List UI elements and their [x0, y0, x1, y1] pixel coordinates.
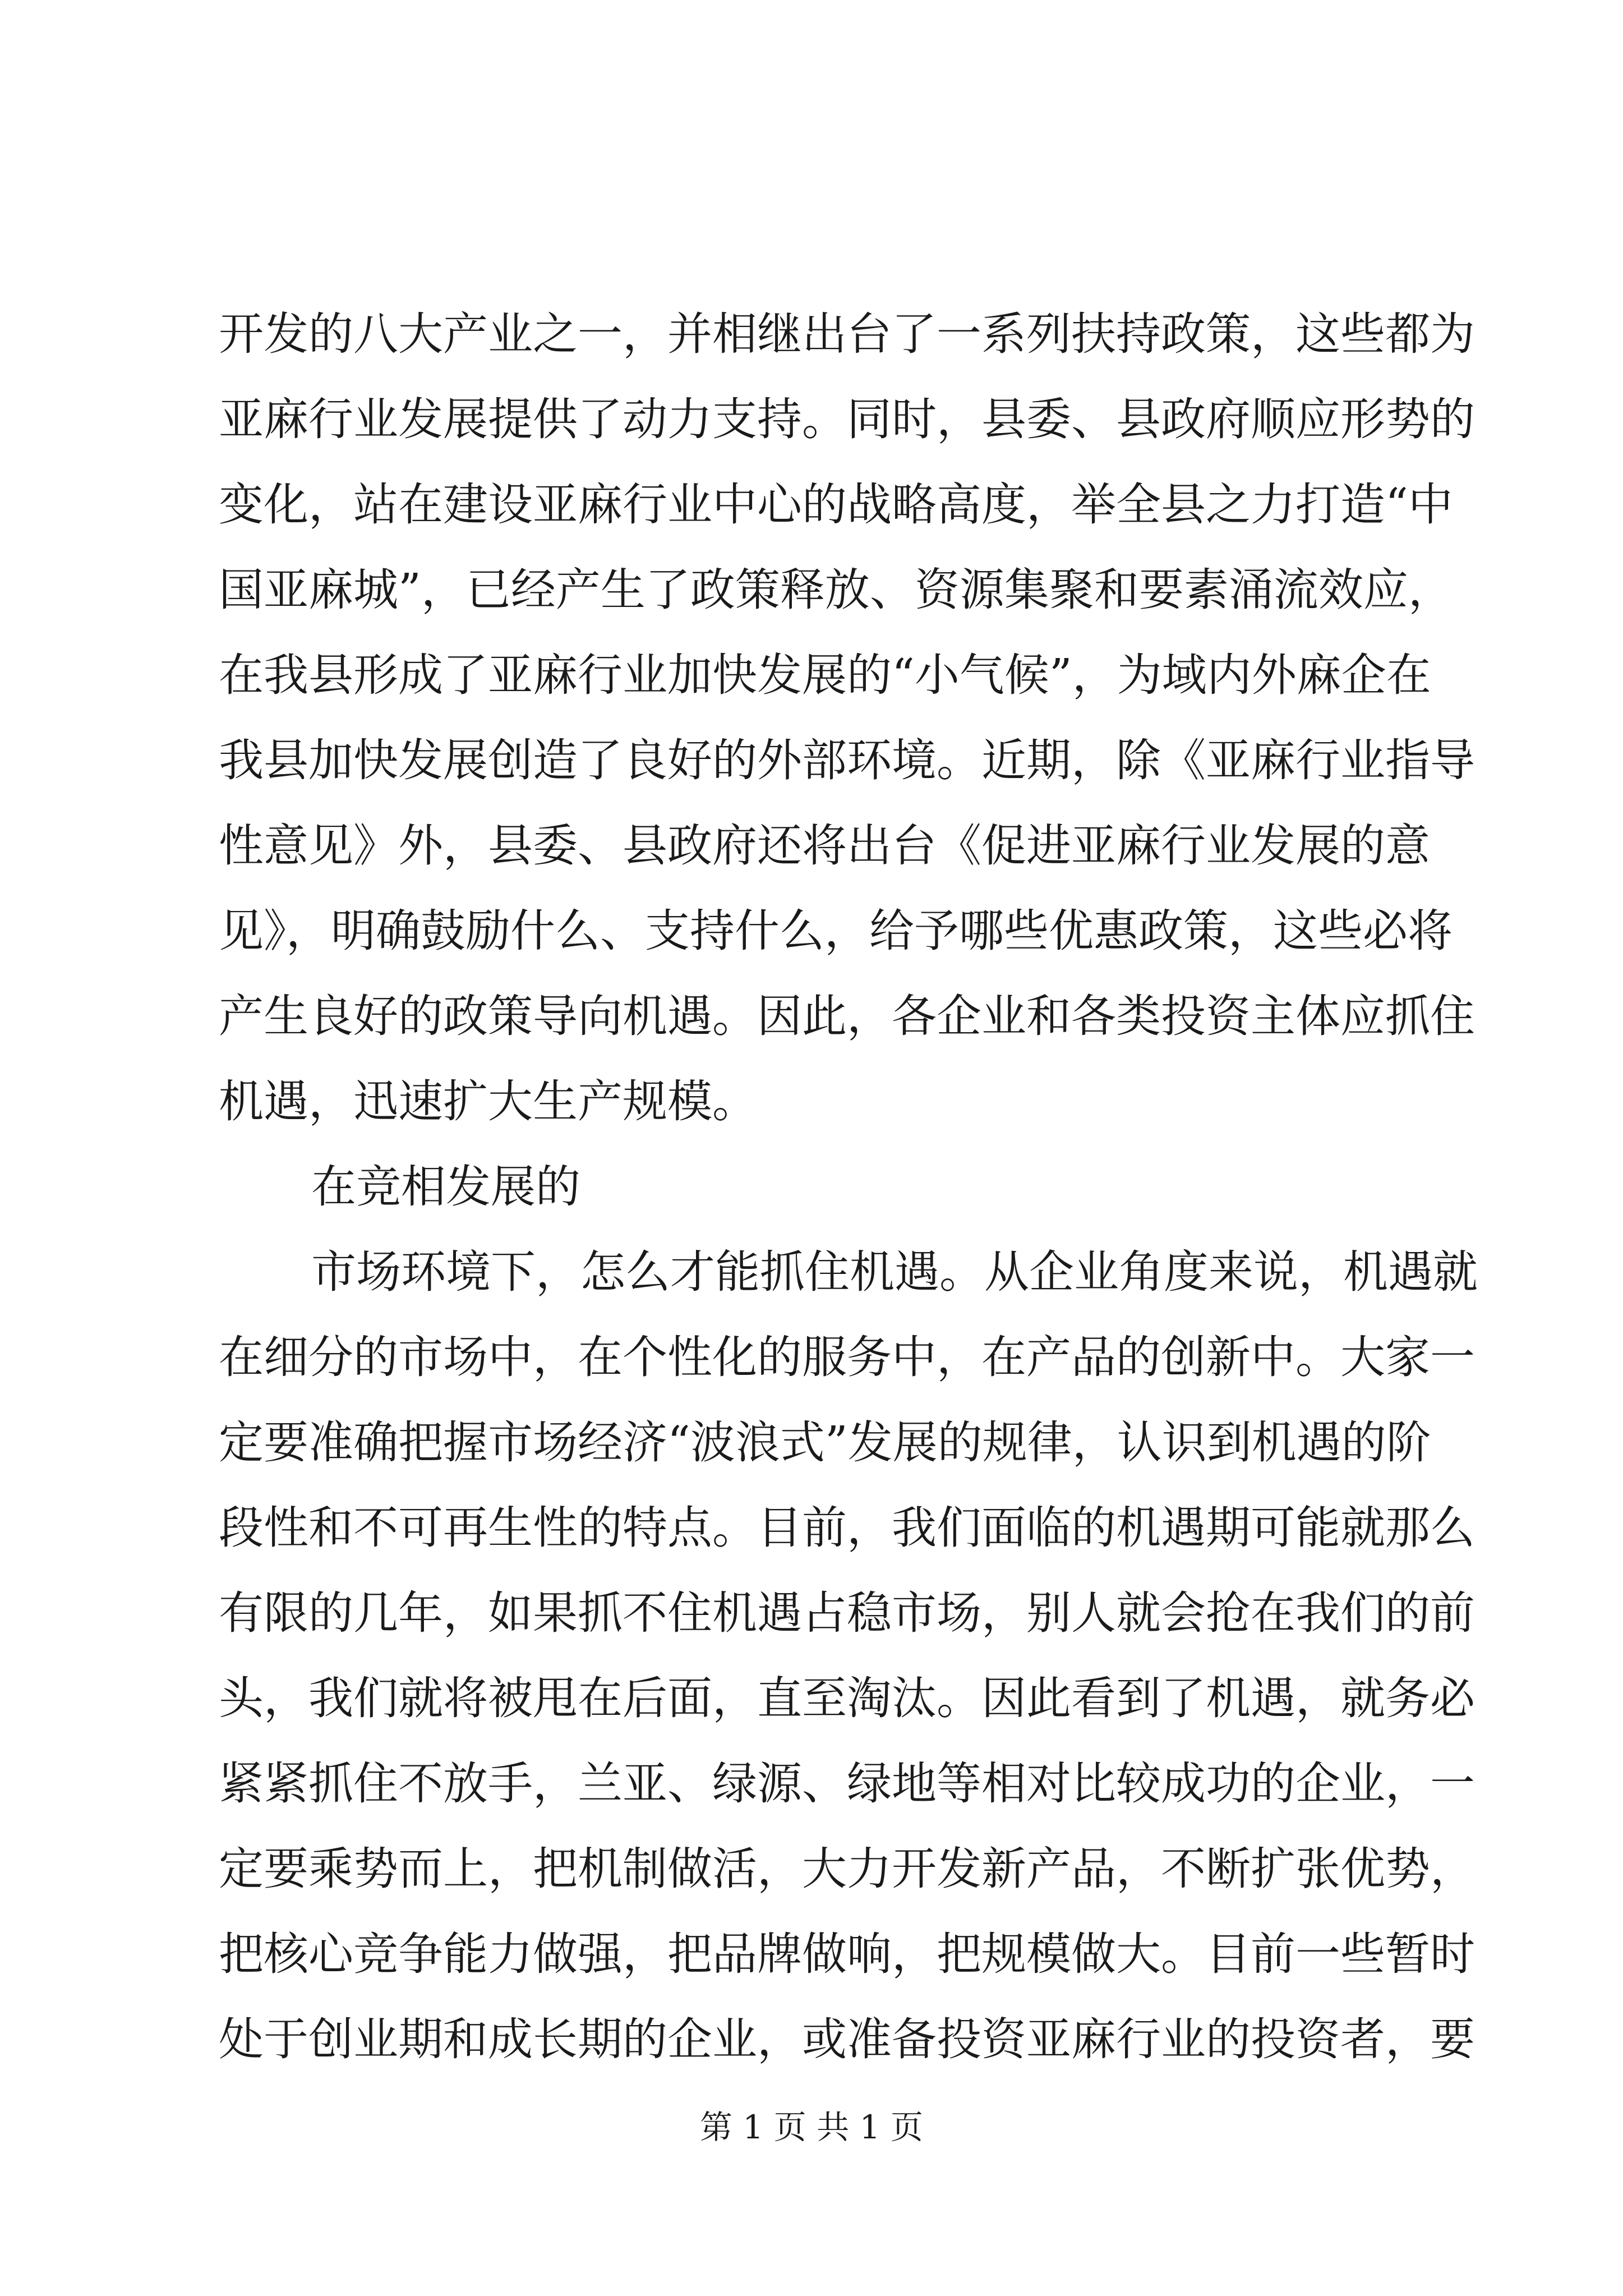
- text-line: 紧紧抓住不放手，兰亚、绿源、绿地等相对比较成功的企业，一: [219, 1757, 1475, 1810]
- text-line: 头，我们就将被甩在后面，直至淘汰。因此看到了机遇，就务必: [219, 1672, 1475, 1724]
- text-line: 定要准确把握市场经济“波浪式”发展的规律，认识到机遇的阶: [219, 1416, 1431, 1469]
- text-line: 有限的几年，如果抓不住机遇占稳市场，别人就会抢在我们的前: [219, 1587, 1475, 1639]
- text-line: 在我县形成了亚麻行业加快发展的“小气候”，为域内外麻企在: [219, 649, 1431, 701]
- text-line: 性意见》外，县委、县政府还将出台《促进亚麻行业发展的意: [219, 820, 1430, 872]
- text-line: 机遇，迅速扩大生产规模。: [219, 1075, 757, 1128]
- document-body: [219, 292, 1478, 2082]
- text-line: 见》，明确鼓励什么、支持什么，给予哪些优惠政策，这些必将: [219, 905, 1453, 957]
- text-line: 定要乘势而上，把机制做活，大力开发新产品，不断扩张优势，: [219, 1843, 1475, 1895]
- text-line: 把核心竞争能力做强，把品牌做响，把规模做大。目前一些暂时: [219, 1928, 1475, 1980]
- text-line: 市场环境下，怎么才能抓住机遇。从企业角度来说，机遇就: [311, 1246, 1478, 1298]
- text-line: 在竞相发展的: [311, 1161, 580, 1213]
- text-line: 我县加快发展创造了良好的外部环境。近期，除《亚麻行业指导: [219, 734, 1475, 786]
- text-line: 处于创业期和成长期的企业，或准备投资亚麻行业的投资者，要: [219, 2013, 1475, 2065]
- page-footer: 第 1 页 共 1 页: [700, 2108, 923, 2146]
- text-line: 段性和不可再生性的特点。目前，我们面临的机遇期可能就那么: [219, 1502, 1475, 1554]
- text-line: 开发的八大产业之一，并相继出台了一系列扶持政策，这些都为: [219, 308, 1475, 360]
- text-line: 国亚麻城”，已经产生了政策释放、资源集聚和要素涌流效应，: [219, 564, 1453, 616]
- text-line: 产生良好的政策导向机遇。因此，各企业和各类投资主体应抓住: [219, 990, 1475, 1042]
- text-line: 亚麻行业发展提供了动力支持。同时，县委、县政府顺应形势的: [219, 393, 1475, 445]
- text-line: 变化，站在建设亚麻行业中心的战略高度，举全县之力打造“中: [219, 478, 1453, 531]
- text-line: 在细分的市场中，在个性化的服务中，在产品的创新中。大家一: [219, 1331, 1475, 1383]
